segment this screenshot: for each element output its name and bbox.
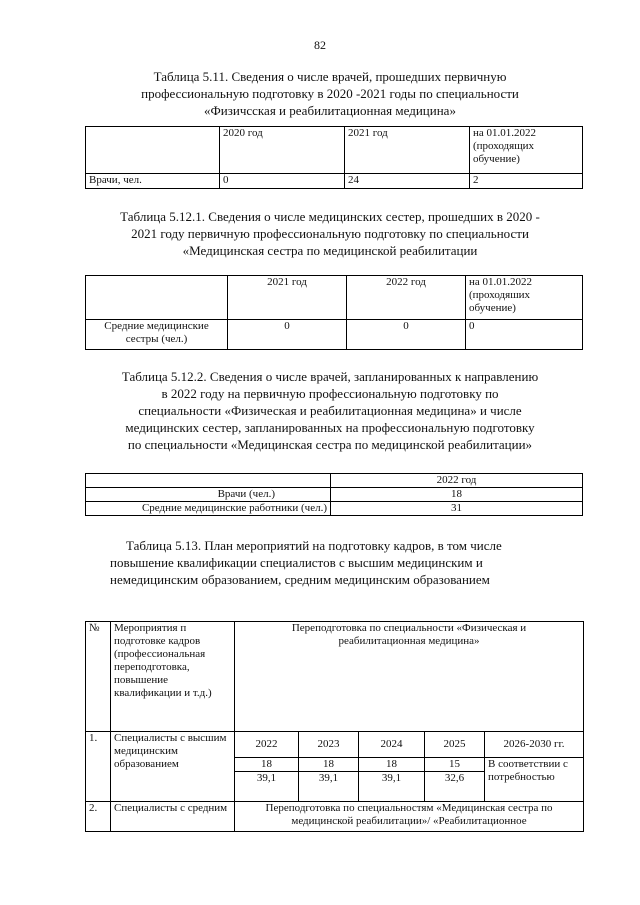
header-cell: [86, 276, 228, 320]
header-cell: Мероприятия п подготовке кадров (профессиональная переподготовка, повышение квалификации и т.д.): [111, 622, 235, 732]
row-label: Врачи (чел.): [86, 488, 331, 502]
data-cell: 39,1: [235, 772, 299, 802]
caption-line: специальности «Физическая и реабилитационная медицина» и числе: [138, 403, 522, 418]
table-5-13-caption: [110, 537, 590, 588]
year-cell: 2025: [425, 732, 485, 758]
data-cell: 0: [347, 320, 466, 350]
header-cell: 2021 год: [228, 276, 347, 320]
header-cell: №: [86, 622, 111, 732]
year-cell: 2026-2030 гг.: [485, 732, 584, 758]
caption-line: Таблица 5.11. Сведения о числе врачей, прошедших первичную: [153, 69, 507, 84]
data-cell: 0: [228, 320, 347, 350]
data-cell: 18: [359, 758, 425, 772]
header-cell: [86, 474, 331, 488]
row-label: Средние медицинские работники (чел.): [86, 502, 331, 516]
caption-line: повышение квалификации специалистов с высшим медицинским и: [110, 555, 483, 570]
header-cell: на 01.01.2022 (проходящих обучение): [470, 127, 583, 174]
data-cell: 2: [470, 174, 583, 189]
data-cell: 31: [331, 502, 583, 516]
row-number: 1.: [86, 732, 111, 802]
row-label: Врачи, чел.: [86, 174, 220, 189]
caption-line: «Медицинская сестра по медицинской реабилитации: [182, 243, 478, 258]
data-cell: 18: [331, 488, 583, 502]
data-cell: 18: [235, 758, 299, 772]
header-cell: 2021 год: [345, 127, 470, 174]
data-cell: 24: [345, 174, 470, 189]
row-label: Специалисты с высшим медицинским образованием: [111, 732, 235, 802]
header-cell: 2022 год: [331, 474, 583, 488]
table-5-13: [85, 621, 584, 832]
table-5-11: [85, 126, 583, 189]
caption-line: медицинских сестер, запланированных на профессиональную подготовку: [125, 420, 535, 435]
data-cell: 0: [466, 320, 583, 350]
header-cell: 2022 год: [347, 276, 466, 320]
table-5-11-caption: [70, 68, 590, 119]
table-5-12-2-caption: [60, 368, 600, 453]
caption-line: по специальности «Медицинская сестра по медицинской реабилитации»: [127, 437, 533, 452]
caption-line: 2021 году первичную профессиональную подготовку по специальности: [131, 226, 529, 241]
data-cell: В соответствии с потребностью: [485, 758, 584, 802]
caption-line: «Физичсская и реабилитационная медицина»: [204, 103, 456, 118]
header-cell: 2020 год: [220, 127, 345, 174]
data-cell: 0: [220, 174, 345, 189]
header-cell: Переподготовка по специальности «Физическая и реабилитационная медицина»: [235, 622, 584, 732]
page-number: 82: [314, 38, 326, 52]
table-5-12-1-caption: [70, 208, 590, 259]
table-5-12-2: [85, 473, 583, 516]
row-label: Специалисты с средним: [111, 802, 235, 832]
caption-line: Таблица 5.12.1. Сведения о числе медицинских сестер, прошедших в 2020 -: [120, 209, 540, 224]
row-label: Средние медицинские сестры (чел.): [86, 320, 228, 350]
data-cell: 39,1: [359, 772, 425, 802]
header-cell: на 01.01.2022 (проходяших обучение): [466, 276, 583, 320]
table-5-12-1: [85, 275, 583, 350]
year-cell: 2022: [235, 732, 299, 758]
caption-line: Таблица 5.13. План мероприятий на подготовку кадров, в том числе: [126, 538, 502, 553]
caption-line: немедицинским образованием, средним медицинским образованием: [110, 572, 490, 587]
year-cell: 2023: [299, 732, 359, 758]
caption-line: в 2022 году на первичную профессиональную подготовку по: [161, 386, 499, 401]
caption-line: профессиональную подготовку в 2020 -2021 годы по специальности: [141, 86, 519, 101]
data-cell: 18: [299, 758, 359, 772]
header-cell: [86, 127, 220, 174]
year-cell: 2024: [359, 732, 425, 758]
data-cell: 32,6: [425, 772, 485, 802]
row-number: 2.: [86, 802, 111, 832]
data-cell: 15: [425, 758, 485, 772]
data-cell: 39,1: [299, 772, 359, 802]
data-cell: Переподготовка по специальностям «Медицинская сестра по медицинской реабилитации»/ «Реабилитационное: [235, 802, 584, 832]
caption-line: Таблица 5.12.2. Сведения о числе врачей, запланированных к направлению: [121, 369, 539, 384]
